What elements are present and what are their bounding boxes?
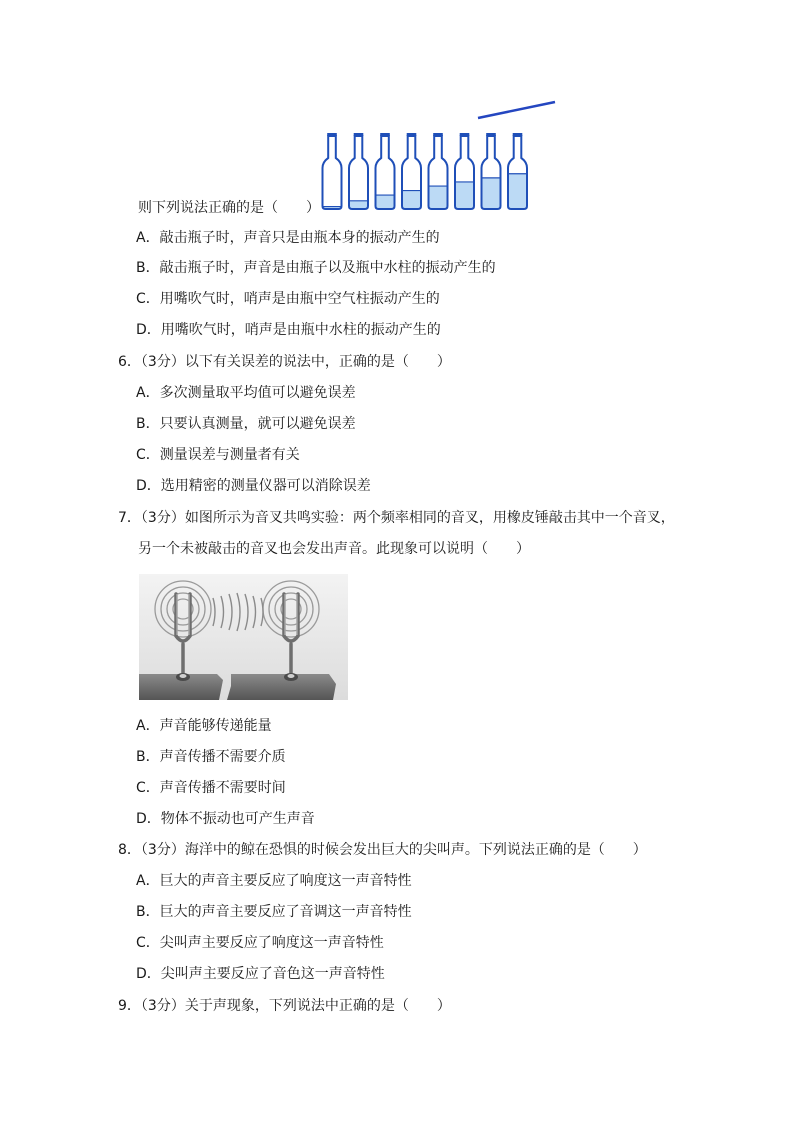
q6-stem: 6．（3分）以下有关误差的说法中，正确的是（ ） bbox=[118, 354, 451, 370]
bottle-water-5 bbox=[430, 186, 447, 208]
bottle-lip-1 bbox=[327, 133, 337, 136]
q8-option-d[interactable]: D．尖叫声主要反应了音色这一声音特性 bbox=[136, 966, 385, 982]
bottle-water-8 bbox=[509, 174, 526, 208]
bottle-lip-5 bbox=[433, 133, 443, 136]
bottle-2 bbox=[349, 133, 368, 209]
bottle-6 bbox=[455, 133, 474, 209]
q5-option-b[interactable]: B．敲击瓶子时，声音是由瓶子以及瓶中水柱的振动产生的 bbox=[136, 260, 496, 276]
bottle-1 bbox=[323, 133, 342, 209]
bottles-figure bbox=[318, 96, 563, 214]
bottle-lip-6 bbox=[460, 133, 470, 136]
q8-stem: 8．（3分）海洋中的鲸在恐惧的时候会发出巨大的尖叫声。下列说法正确的是（ ） bbox=[118, 842, 647, 858]
bottle-water-2 bbox=[350, 201, 367, 208]
bottle-lip-7 bbox=[486, 133, 496, 136]
q7-option-c[interactable]: C．声音传播不需要时间 bbox=[136, 780, 286, 796]
q9-stem: 9．（3分）关于声现象，下列说法中正确的是（ ） bbox=[118, 998, 451, 1014]
bottle-lip-4 bbox=[407, 133, 417, 136]
bottle-8 bbox=[508, 133, 527, 209]
bottle-outline-1 bbox=[323, 136, 342, 209]
q7-stem-line2: 另一个未被敲击的音叉也会发出声音。此现象可以说明（ ） bbox=[138, 541, 530, 557]
bottle-water-7 bbox=[483, 178, 500, 208]
striking-rod bbox=[478, 102, 555, 118]
q7-option-d[interactable]: D．物体不振动也可产生声音 bbox=[136, 811, 315, 827]
bottle-3 bbox=[376, 133, 395, 209]
bottle-water-3 bbox=[377, 195, 394, 208]
bottle-lip-3 bbox=[380, 133, 390, 136]
q7-stem-line1: 7．（3分）如图所示为音叉共鸣实验：两个频率相同的音叉，用橡皮锤敲击其中一个音叉， bbox=[118, 510, 675, 526]
q5-option-a[interactable]: A．敲击瓶子时，声音只是由瓶本身的振动产生的 bbox=[136, 230, 440, 246]
q6-option-d[interactable]: D．选用精密的测量仪器可以消除误差 bbox=[136, 478, 371, 494]
bottle-outline-2 bbox=[349, 136, 368, 209]
bottle-lip-2 bbox=[354, 133, 364, 136]
q5-option-c[interactable]: C．用嘴吹气时，哨声是由瓶中空气柱振动产生的 bbox=[136, 291, 440, 307]
q5-option-d[interactable]: D．用嘴吹气时，哨声是由瓶中水柱的振动产生的 bbox=[136, 322, 441, 338]
q8-option-c[interactable]: C．尖叫声主要反应了响度这一声音特性 bbox=[136, 935, 384, 951]
q8-option-a[interactable]: A．巨大的声音主要反应了响度这一声音特性 bbox=[136, 873, 412, 889]
bottle-5 bbox=[429, 133, 448, 209]
q5-stem-tail: 则下列说法正确的是（ ） bbox=[138, 200, 320, 216]
bottle-water-6 bbox=[456, 182, 473, 208]
q7-option-b[interactable]: B．声音传播不需要介质 bbox=[136, 749, 286, 765]
tuning-fork-figure bbox=[139, 574, 348, 700]
q6-option-a[interactable]: A．多次测量取平均值可以避免误差 bbox=[136, 385, 356, 401]
q7-option-a[interactable]: A．声音能够传递能量 bbox=[136, 718, 272, 734]
bottle-7 bbox=[482, 133, 501, 209]
q8-option-b[interactable]: B．巨大的声音主要反应了音调这一声音特性 bbox=[136, 904, 412, 920]
bottle-4 bbox=[402, 133, 421, 209]
q6-option-b[interactable]: B．只要认真测量，就可以避免误差 bbox=[136, 416, 356, 432]
bottle-water-4 bbox=[403, 191, 420, 208]
q6-option-c[interactable]: C．测量误差与测量者有关 bbox=[136, 447, 300, 463]
bottle-lip-8 bbox=[513, 133, 523, 136]
